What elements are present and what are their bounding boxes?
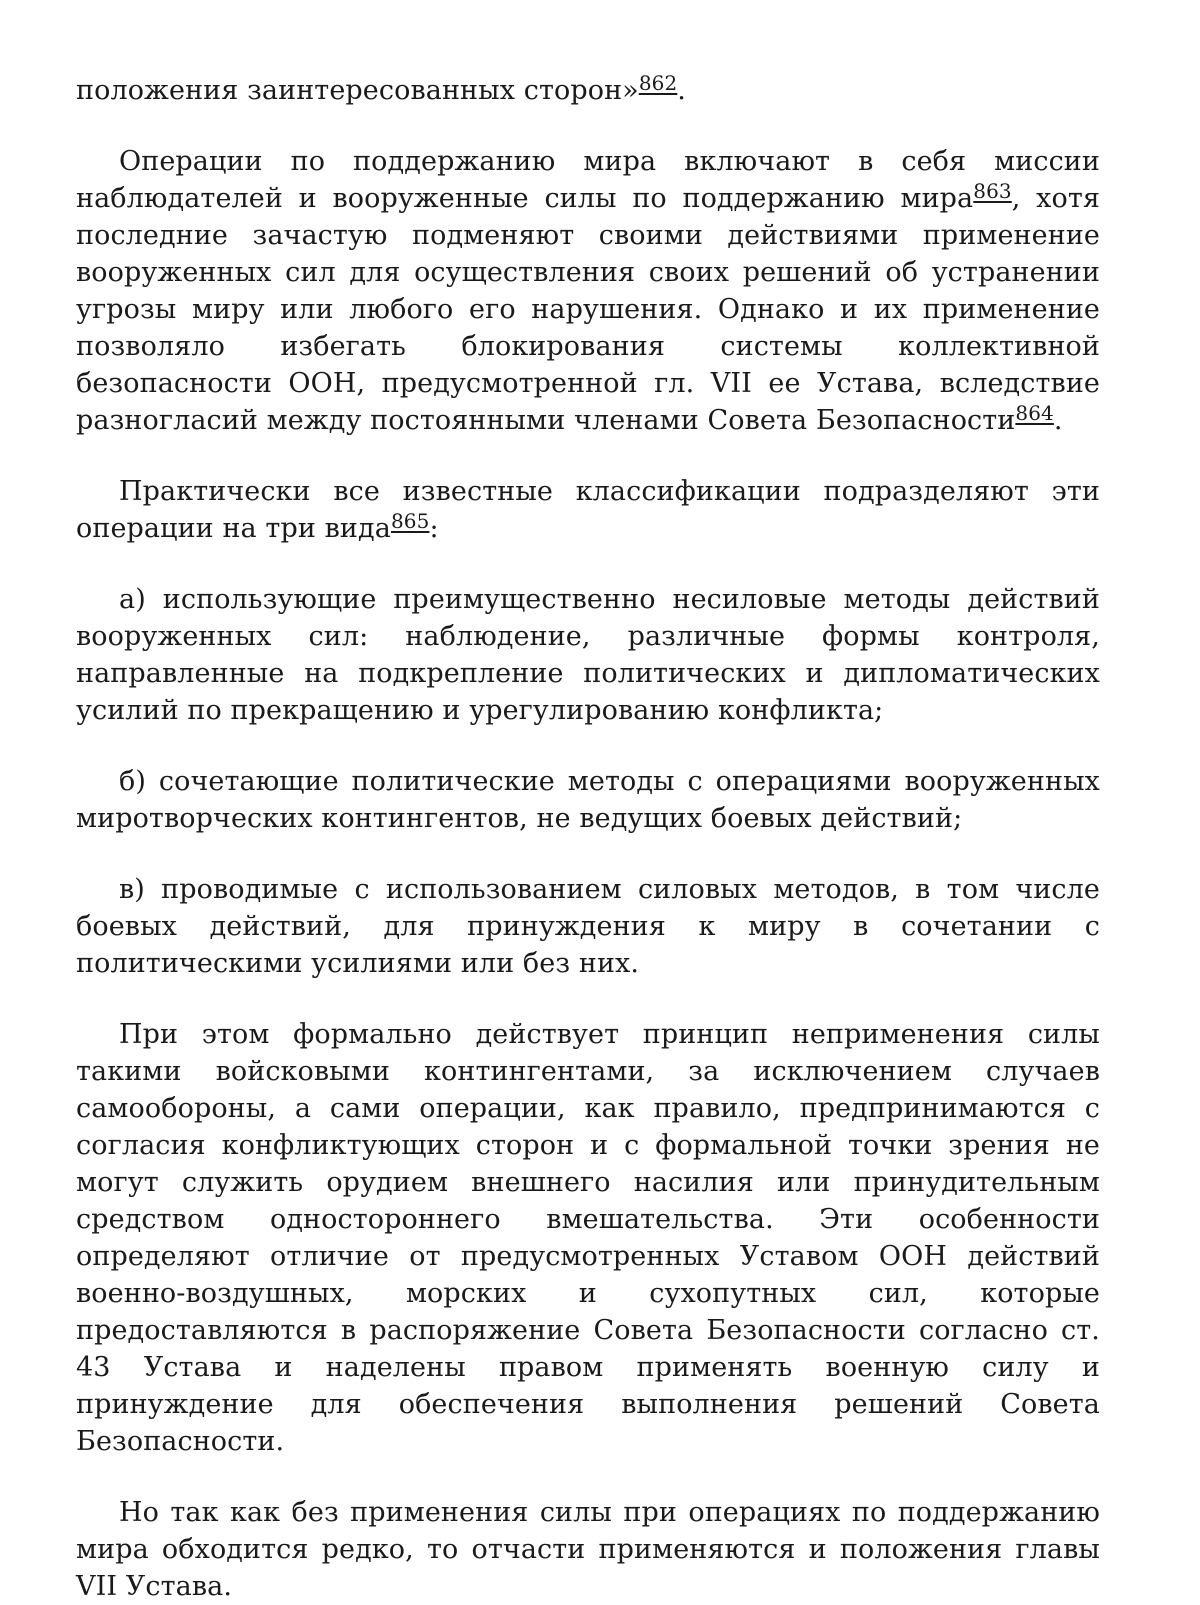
- paragraph-text: Но так как без применения силы при операциях по поддержанию мира обходится редко, то отчасти применяются и положения главы VII Устава.: [76, 1497, 1100, 1602]
- paragraph-text: , хотя последние зачастую подменяют своими действиями применение вооруженных сил для осуществления своих решений об устранении угрозы миру или любого его нарушения. Однако и их применение позволяло избегать блокирования системы коллективной безопасности ООН, предусмотренной гл. VII ее Устава, вследствие разногласий между постоянными членами Совета Безопасности: [76, 183, 1100, 436]
- paragraph-text: :: [429, 513, 439, 544]
- paragraph-8: [76, 1494, 1100, 1605]
- paragraph-1: [76, 72, 1100, 109]
- paragraph-text: б) сочетающие политические методы с операциями вооруженных миротворческих контингентов, не ведущих боевых действий;: [76, 766, 1100, 834]
- paragraph-7: [76, 1016, 1100, 1460]
- paragraph-5: [76, 763, 1100, 837]
- paragraph-4: [76, 581, 1100, 729]
- footnote-ref-862[interactable]: 862: [638, 71, 678, 95]
- paragraph-6: [76, 871, 1100, 982]
- paragraph-text: При этом формально действует принцип неприменения силы такими войсковыми контингентами, за исключением случаев самообороны, а сами операции, как правило, предпринимаются с согласия конфликтующих сторон и с формальной точки зрения не могут служить орудием внешнего насилия или принудительным средством одностороннего вмешательства. Эти особенности определяют отличие от предусмотренных Уставом ООН действий военно-воздушных, морских и сухопутных сил, которые предоставляются в распоряжение Совета Безопасности согласно ст. 43 Устава и наделены правом применять военную силу и принуждение для обеспечения выполнения решений Совета Безопасности.: [76, 1019, 1100, 1457]
- footnote-ref-865[interactable]: 865: [390, 509, 430, 533]
- paragraph-3: [76, 473, 1100, 547]
- footnote-ref-864[interactable]: 864: [1015, 401, 1054, 425]
- paragraph-text: а) использующие преимущественно несиловые методы действий вооруженных сил: наблюдение, различные формы контроля, направленные на подкрепление политических и дипломатических усилий по прекращению и урегулированию конфликта;: [76, 584, 1100, 726]
- paragraph-text: .: [677, 75, 686, 106]
- paragraph-text: положения заинтересованных сторон»: [76, 75, 639, 106]
- paragraph-text: Операции по поддержанию мира включают в себя миссии наблюдателей и вооруженные силы по поддержанию мира: [76, 146, 1100, 214]
- footnote-ref-863[interactable]: 863: [973, 179, 1012, 203]
- paragraph-2: [76, 143, 1100, 439]
- document-page: [76, 72, 1100, 1605]
- paragraph-text: в) проводимые с использованием силовых методов, в том числе боевых действий, для принуждения к миру в сочетании с политическими усилиями или без них.: [76, 874, 1100, 979]
- paragraph-text: Практически все известные классификации подразделяют эти операции на три вида: [76, 476, 1100, 544]
- paragraph-text: .: [1053, 405, 1063, 436]
